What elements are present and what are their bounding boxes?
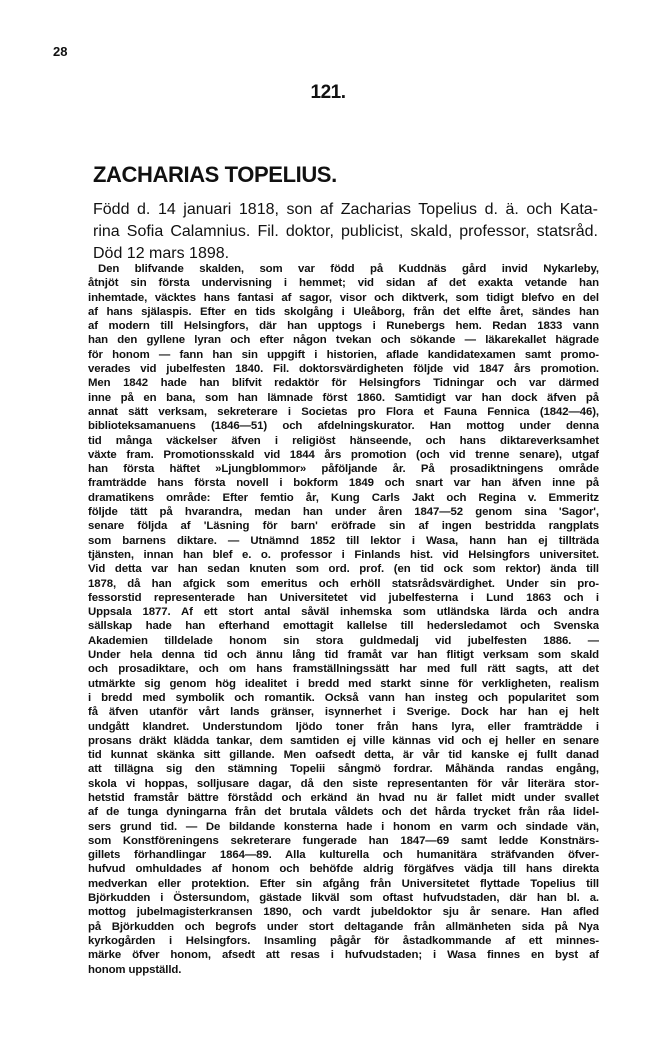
- body-line: få äfven utanför vårt lands gränser, isynnerhet i Sverige. Dock har han ej helt: [88, 706, 599, 719]
- body-line: hetstid framstår bättre förstådd och erkänd än hvad nu är fallet midt under svallet: [88, 791, 599, 804]
- body-line: biblioteksamanuens (1846—51) och afdelningskurator. Han mottog under denna: [88, 420, 599, 433]
- body-line: åtnjöt sin första undervisning i hemmet; vid sidan af det exakta vetande han: [88, 277, 599, 290]
- body-line: Under hela denna tid och ännu lång tid framåt var han flitigt verksam som skald: [88, 649, 599, 662]
- body-line: tid många väckelser äfven i religiöst hänseende, och hans diktareverksamhet: [88, 434, 599, 447]
- body-line: för honom — fann han sin uppgift i historien, aflade kandidatexamen samt promo-: [88, 348, 599, 361]
- body-line: han första häftet »Ljungblommor» påföljande år. På prosadiktningens område: [88, 463, 599, 476]
- body-line: sällskap hade han efterhand emottagit kallelse till hedersledamot och Svenska: [88, 620, 599, 633]
- intro-line: rina Sofia Calamnius. Fil. doktor, publicist, skald, professor, statsråd.: [93, 223, 598, 240]
- body-line: honom uppställd.: [88, 963, 182, 976]
- body-line: på Björkudden och begrofs under stort deltagande från allmänheten sida på Nya: [88, 920, 599, 933]
- body-line: i bredd med symbolik och romantik. Också vann han insteg och popularitet som: [88, 691, 599, 704]
- body-line: Björkudden i Östersundom, gästade likväl som oftast hufvudstaden, där han bl. a.: [88, 892, 599, 905]
- body-line: märke öfver honom, afsedt att resas i hufvudstaden; i Wasa finnes en byst af: [88, 949, 599, 962]
- body-line: tid kunnat skänka sitt gillande. Men oafsedt detta, är vår tid kanske ej fullt danad: [88, 749, 599, 762]
- body-line: undgått klandret. Understundom ljödo toner från hans lyra, eller framträdde i: [88, 720, 599, 733]
- body-line: att tillägna sig den stämning Topelii sångmö fordrar. Måhända randas engång,: [88, 763, 599, 776]
- body-line: mottog jubelmagisterkransen 1890, och vardt jubeldoktor sju år senare. Han afled: [88, 906, 599, 919]
- body-line: följde tätt på hvarandra, medan han under åren 1847—52 genom sina 'Sagor',: [88, 506, 599, 519]
- body-line: af de tunga dyningarna från det brutala våldets och det hårda trycket från råa lidel-: [88, 806, 599, 819]
- body-line: inne på en bana, som han lämnade först 1860. Samtidigt var han dock äfven på: [88, 391, 599, 404]
- biography-body: [88, 262, 599, 977]
- body-line: dramatikens område: Efter femtio år, Kung Carls Jakt och Regina v. Emmeritz: [88, 491, 599, 504]
- body-line: tjänsten, innan han blef e. o. professor i Finlands hist. vid Helsingfors universitet.: [88, 548, 599, 561]
- body-line: annat sätt verksam, sekreterare i Societas pro Flora et Fauna Fennica (1842—46),: [88, 405, 599, 418]
- body-line: gillets förhandlingar 1864—89. Alla kulturella och humanitära sträfvanden öfver-: [88, 849, 599, 862]
- body-line: som barnens diktare. — Utnämnd 1852 till lektor i Wasa, hann han ej tillträda: [88, 534, 599, 547]
- body-line: utmärkte sig genom hög idealitet i bredd med starkt sinne för verkligheten, realism: [88, 677, 599, 690]
- body-line: af hans själaspis. Efter en tids skolgång i Uleåborg, från det elfte året, sändes han: [88, 305, 599, 318]
- body-line: hufvud omhuldades af honom och behöfde aldrig förgäfves vädja till hans direkta: [88, 863, 599, 876]
- body-line: fessorstid representerade han Universitetet vid jubelfesterna i Lund 1863 och i: [88, 591, 599, 604]
- intro-line: Född d. 14 januari 1818, son af Zacharias Topelius d. ä. och Kata-: [93, 201, 598, 218]
- body-line: senare följda af 'Läsning för barn' eröfrade sin af ingen bestridda rangplats: [88, 520, 599, 533]
- body-line: som Konstföreningens sekreterare fungerade han 1847—69 samt ledde Konstnärs-: [88, 834, 599, 847]
- body-line: kyrkogården i Helsingfors. Insamling pågår för åstadkommande af ett minnes-: [88, 934, 599, 947]
- page-number: 28: [53, 44, 68, 59]
- body-line: växte fram. Promotionsskald vid 1844 års promotion (och vid trenne senare), utgaf: [88, 448, 599, 461]
- body-line: framträdde hans första novell i bokform 1849 och snart var han äfven inne på: [88, 477, 599, 490]
- body-line: inhemtade, väcktes hans fantasi af sagor, visor och diktverk, som tidigt blefvo en del: [88, 291, 599, 304]
- body-line: Uppsala 1877. Af ett stort antal såväl inhemska som utländska lärda och andra: [88, 606, 599, 619]
- body-line: sers grund tid. — De bildande konsterna hade i honom en varm och sindade vän,: [88, 820, 599, 833]
- body-line: Vid detta var han sedan knuten som ord. prof. (en tid ock som rektor) ända till: [88, 563, 599, 576]
- body-line: han den gyllene lyran och efter någon tvekan och sökande — läkarekallet hägrade: [88, 334, 599, 347]
- biographical-intro: [93, 199, 598, 265]
- body-line: Den blifvande skalden, som var född på Kuddnäs gård invid Nykarleby,: [98, 263, 599, 275]
- entry-number: 121.: [310, 82, 346, 103]
- body-line: Akademien tilldelade honom sin stora guldmedalj vid jubelfesten 1886. —: [88, 634, 599, 647]
- body-line: Men 1842 hade han blifvit redaktör för Helsingfors Tidningar och var därmed: [88, 377, 599, 390]
- body-line: prosans dräkt klädda tankar, dem samtiden ej ville kännas vid och ej heller en senare: [88, 734, 599, 747]
- body-line: medverkan eller protektion. Efter sin afgång från Universitetet flyttade Topelius till: [88, 877, 599, 890]
- body-line: 1878, då han afgick som emeritus och erhöll statsrådsvärdighet. Under sin pro-: [88, 577, 599, 590]
- body-line: och prosadiktare, och om hans framställningssätt har med full rätt sagts, att det: [88, 663, 599, 676]
- person-title: ZACHARIAS TOPELIUS.: [93, 162, 337, 187]
- body-line: verades vid jubelfesten 1840. Fil. doktorsvärdigheten följde vid 1847 års promotion.: [88, 363, 599, 376]
- body-line: skola vi hoppas, solljusare dagar, då den siste representanten för vår literära stor-: [88, 777, 599, 790]
- intro-line: Död 12 mars 1898.: [93, 245, 230, 262]
- body-line: af modern till Helsingfors, där han upptogs i Runebergs hem. Redan 1833 vann: [88, 320, 599, 333]
